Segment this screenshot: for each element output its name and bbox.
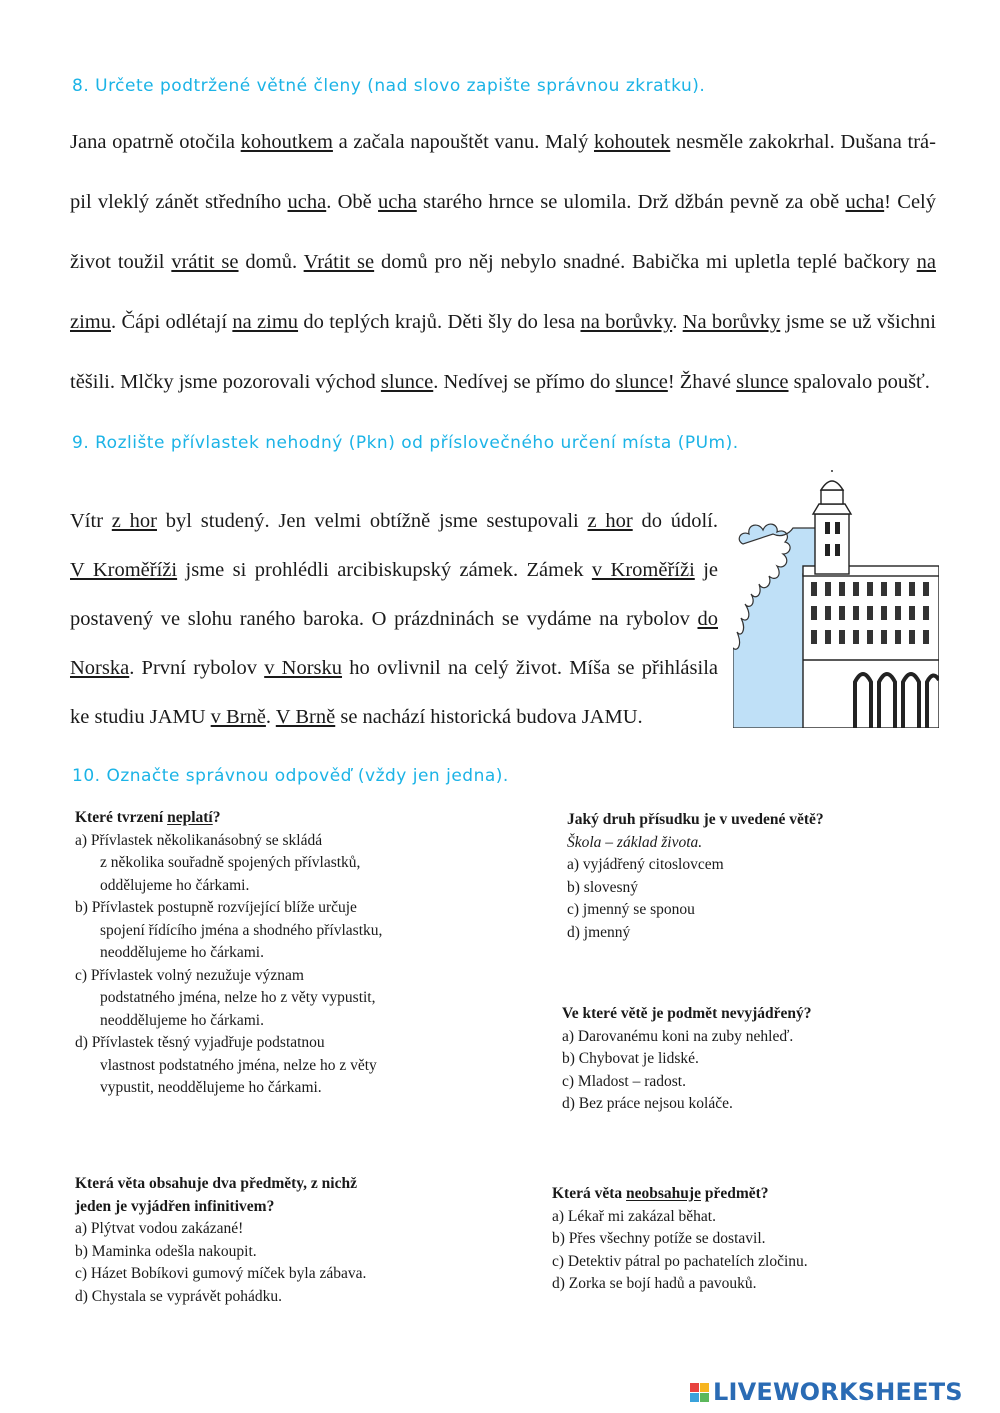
question-5-option[interactable]: d) Zorka se bojí hadů a pavouků. [552, 1275, 757, 1292]
task8-text: život toužil [70, 251, 172, 273]
question-1-option[interactable]: d) Přívlastek těsný vyjadřuje podstatnou [75, 1034, 325, 1051]
question-1-option-continuation: vlastnost podstatného jména, nelze ho z věty [100, 1056, 377, 1074]
question-1-title-post: ? [212, 809, 221, 826]
task9-underlined-word: v Kroměříži [591, 559, 695, 581]
task8-text: a začala napouštět vanu. Malý [332, 131, 594, 153]
question-1-option-continuation: z několika souřadně spojených přívlastků, [100, 854, 361, 871]
question-2-option[interactable]: d) jmenný [567, 923, 631, 941]
task8-underlined-word: na [916, 251, 936, 273]
task8-text: ! Celý [884, 191, 936, 213]
question-1-option-continuation: podstatného jména, nelze ho z věty vypustit, [100, 989, 376, 1006]
question-3-title: Ve které větě je podmět nevyjádřený? [562, 1005, 812, 1022]
question-1-title-pre: Které tvrzení [75, 809, 168, 826]
task8-text: Jana opatrně otočila [70, 131, 241, 153]
task8-underlined-word: na zimu [232, 311, 299, 333]
question-3-option[interactable]: a) Darovanému koni na zuby nehleď. [562, 1027, 794, 1045]
question-2 [567, 809, 897, 944]
task8-text: nesměle zakokrhal. Dušana trá- [670, 131, 936, 153]
castle-illustration [733, 470, 939, 728]
task8-text: ! Žhavé [667, 371, 737, 393]
question-1-options [75, 830, 475, 1100]
task8-text: těšili. Mlčky jsme pozorovali východ [70, 371, 381, 393]
question-3-option[interactable]: b) Chybovat je lidské. [562, 1050, 699, 1067]
badge-square-3 [690, 1393, 699, 1402]
question-5-option[interactable]: c) Detektiv pátral po pachatelích zločinu. [552, 1252, 808, 1270]
task9-text: je [694, 559, 718, 581]
task9-underlined-word: z hor [111, 510, 157, 532]
question-1-option-continuation: neoddělujeme ho čárkami. [100, 944, 264, 961]
task9-text: do údolí. [632, 510, 718, 532]
badge-square-4 [700, 1393, 709, 1402]
task8-text: . [672, 311, 683, 333]
question-4-option[interactable]: a) Plýtvat vodou zakázané! [75, 1220, 244, 1237]
question-4-title-line-2: jeden je vyjádřen infinitivem? [75, 1197, 275, 1215]
question-3 [562, 1003, 892, 1116]
question-2-options [567, 854, 897, 944]
task8-text: domů pro něj nebylo snadné. Babička mi upletla teplé bačkory [374, 251, 917, 273]
task8-underlined-word: ucha [845, 191, 885, 213]
question-4-option[interactable]: c) Házet Bobíkovi gumový míček byla zábava. [75, 1265, 367, 1282]
task9-text: . [265, 706, 276, 728]
question-4 [75, 1173, 475, 1308]
task8-text: starého hrnce se ulomila. Drž džbán pevně za obě [416, 191, 846, 213]
task9-text: postavený ve slohu raného baroka. O prázdninách se vydáme na rybolov [70, 608, 698, 630]
task8-text: do teplých krajů. Děti šly do lesa [298, 311, 581, 333]
task9-line [70, 608, 718, 631]
question-5-option[interactable]: a) Lékař mi zakázal běhat. [552, 1207, 716, 1225]
task8-text: spalovalo poušť. [788, 371, 930, 393]
question-1-title-underlined: neplatí [167, 809, 213, 826]
task8-line [70, 311, 936, 334]
question-3-options [562, 1026, 892, 1116]
question-5-title [552, 1183, 892, 1206]
task8-line [70, 131, 936, 154]
question-1-title [75, 807, 475, 830]
task8-underlined-word: kohoutek [594, 131, 671, 153]
task8-line [70, 371, 936, 394]
task8-underlined-word: vrátit se [171, 251, 239, 273]
question-5-option[interactable]: b) Přes všechny potíže se dostavil. [552, 1230, 766, 1247]
liveworksheets-badge-icon [690, 1383, 709, 1402]
task9-line [70, 510, 718, 533]
task8-underlined-word: zimu [70, 311, 111, 333]
task8-underlined-word: slunce [615, 371, 668, 393]
question-4-options [75, 1218, 475, 1308]
question-1-option[interactable]: c) Přívlastek volný nezužuje význam [75, 966, 304, 984]
task8-text: . Nedívej se přímo do [433, 371, 616, 393]
task8-line [70, 191, 936, 214]
task9-line [70, 559, 718, 582]
task8-text: . Obě [326, 191, 379, 213]
task9-text: jsme si prohlédli arcibiskupský zámek. Zámek [177, 559, 592, 581]
question-1-option-continuation: oddělujeme ho čárkami. [100, 876, 250, 894]
task8-underlined-word: ucha [287, 191, 327, 213]
question-1-option[interactable]: b) Přívlastek postupně rozvíjející blíže určuje [75, 899, 357, 916]
question-3-option[interactable]: c) Mladost – radost. [562, 1072, 686, 1090]
question-4-option[interactable]: d) Chystala se vyprávět pohádku. [75, 1287, 283, 1305]
task9-heading: 9. Rozlište přívlastek nehodný (Pkn) od příslovečného určení místa (PUm). [72, 433, 739, 453]
task9-underlined-word: do [697, 608, 718, 630]
task8-underlined-word: slunce [736, 371, 789, 393]
task9-underlined-word: V Kroměříži [70, 559, 178, 581]
question-1-option-continuation: spojení řídícího jména a shodného přívlastku, [100, 921, 383, 939]
task8-text: jsme se už všichni [780, 311, 936, 333]
badge-square-2 [700, 1383, 709, 1392]
question-2-option[interactable]: a) vyjádřený citoslovcem [567, 856, 724, 873]
liveworksheets-brand: LIVEWORKSHEETS [713, 1378, 963, 1406]
question-2-sentence: Škola – základ života. [567, 833, 703, 851]
task8-text: pil vleklý zánět středního [70, 191, 288, 213]
task9-text: byl studený. Jen velmi obtížně jsme sestupovali [157, 510, 588, 532]
task8-text: domů. [238, 251, 304, 273]
question-1-option-continuation: neoddělujeme ho čárkami. [100, 1011, 264, 1029]
task8-line [70, 251, 936, 274]
task8-underlined-word: slunce [380, 371, 434, 393]
question-5-title-post: předmět? [700, 1185, 769, 1202]
task8-underlined-word: na borůvky [580, 311, 673, 333]
task9-text: . První rybolov [129, 657, 265, 679]
task8-underlined-word: kohoutkem [240, 131, 333, 153]
badge-square-1 [690, 1383, 699, 1392]
question-1-option-continuation: vypustit, neoddělujeme ho čárkami. [100, 1079, 322, 1096]
question-4-option[interactable]: b) Maminka odešla nakoupit. [75, 1242, 257, 1260]
question-2-option[interactable]: b) slovesný [567, 878, 639, 896]
question-1 [75, 807, 475, 1100]
question-5-title-underlined: neobsahuje [626, 1185, 701, 1202]
task9-line [70, 657, 718, 680]
question-5 [552, 1183, 892, 1296]
task9-underlined-word: z hor [587, 510, 633, 532]
task9-line [70, 706, 718, 729]
task9-text: Vítr [70, 510, 112, 532]
task8-heading: 8. Určete podtržené větné členy (nad slovo zapište správnou zkratku). [72, 76, 706, 96]
task8-underlined-word: ucha [378, 191, 417, 213]
task8-underlined-word: Vrátit se [303, 251, 375, 273]
task9-text: se nachází historická budova JAMU. [335, 706, 643, 728]
task8-text: . Čápi odlétají [111, 311, 233, 333]
liveworksheets-logo[interactable] [690, 1378, 963, 1406]
task9-underlined-word: Norska [70, 657, 130, 679]
task9-underlined-word: v Norsku [264, 657, 343, 679]
question-1-option[interactable]: a) Přívlastek několikanásobný se skládá [75, 831, 323, 849]
question-5-title-pre: Která věta [552, 1185, 627, 1202]
question-2-title: Jaký druh přísudku je v uvedené větě? [567, 811, 824, 828]
task8-underlined-word: Na borůvky [682, 311, 781, 333]
task9-underlined-word: V Brně [275, 706, 336, 728]
question-2-option[interactable]: c) jmenný se sponou [567, 901, 695, 918]
task9-underlined-word: v Brně [210, 706, 266, 728]
question-5-options [552, 1206, 892, 1296]
task9-text: ho ovlivnil na celý život. Míša se přihlásila [342, 657, 718, 679]
task10-heading: 10. Označte správnou odpověď (vždy jen jedna). [72, 766, 509, 786]
task9-text: ke studiu JAMU [70, 706, 211, 728]
question-3-option[interactable]: d) Bez práce nejsou koláče. [562, 1095, 733, 1112]
question-4-title-line-1: Která věta obsahuje dva předměty, z nichž [75, 1175, 357, 1192]
